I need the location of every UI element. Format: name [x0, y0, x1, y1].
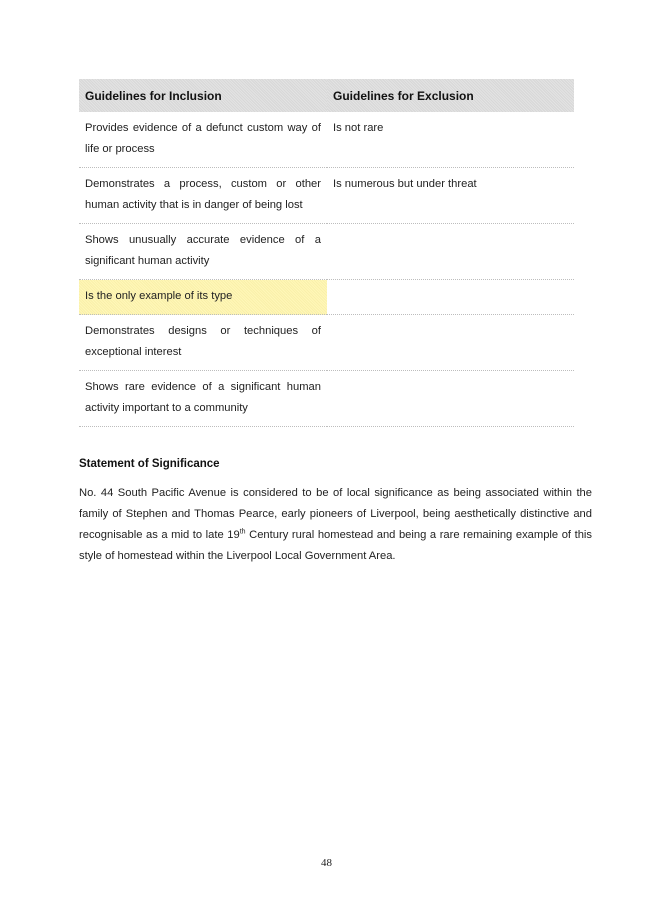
- exclusion-cell: [327, 224, 574, 280]
- page-number: 48: [321, 857, 332, 869]
- inclusion-cell: Demonstrates designs or techniques of exceptional interest: [79, 315, 327, 371]
- statement-paragraph: [79, 483, 592, 567]
- exclusion-cell: Is numerous but under threat: [327, 168, 574, 224]
- significance-criteria-table: [79, 79, 574, 427]
- inclusion-cell: Shows unusually accurate evidence of a significant human activity: [79, 224, 327, 280]
- ordinal-superscript: th: [239, 528, 246, 536]
- exclusion-cell: [327, 280, 574, 315]
- table-row: [79, 315, 574, 371]
- inclusion-column-header: Guidelines for Inclusion: [79, 79, 327, 112]
- statement-text-part: No. 44 South Pacific Avenue is considered to be of local significance as being associated within the family of Stephen and Thomas Pearce, early pioneers of Liverpool, being aesthetically distinctive and recognisable as a mid to late 19: [79, 487, 592, 541]
- highlighted-inclusion-cell: Is the only example of its type: [79, 280, 327, 315]
- exclusion-cell: [327, 371, 574, 427]
- statement-heading: Statement of Significance: [79, 458, 220, 470]
- inclusion-cell: Demonstrates a process, custom or other human activity that is in danger of being lost: [79, 168, 327, 224]
- table-row: [79, 112, 574, 168]
- table-row: [79, 168, 574, 224]
- exclusion-cell: [327, 315, 574, 371]
- table-row: [79, 224, 574, 280]
- statement-text-part: Century rural homestead and being a rare remaining example of this style of homestead within the Liverpool Local Government Area.: [79, 529, 593, 562]
- inclusion-cell: Shows rare evidence of a significant human activity important to a community: [79, 371, 327, 427]
- exclusion-column-header: Guidelines for Exclusion: [327, 79, 574, 112]
- table-header-row: [79, 79, 574, 112]
- table-row: [79, 280, 574, 315]
- table-row: [79, 371, 574, 427]
- exclusion-cell: Is not rare: [327, 112, 574, 168]
- inclusion-cell: Provides evidence of a defunct custom way of life or process: [79, 112, 327, 168]
